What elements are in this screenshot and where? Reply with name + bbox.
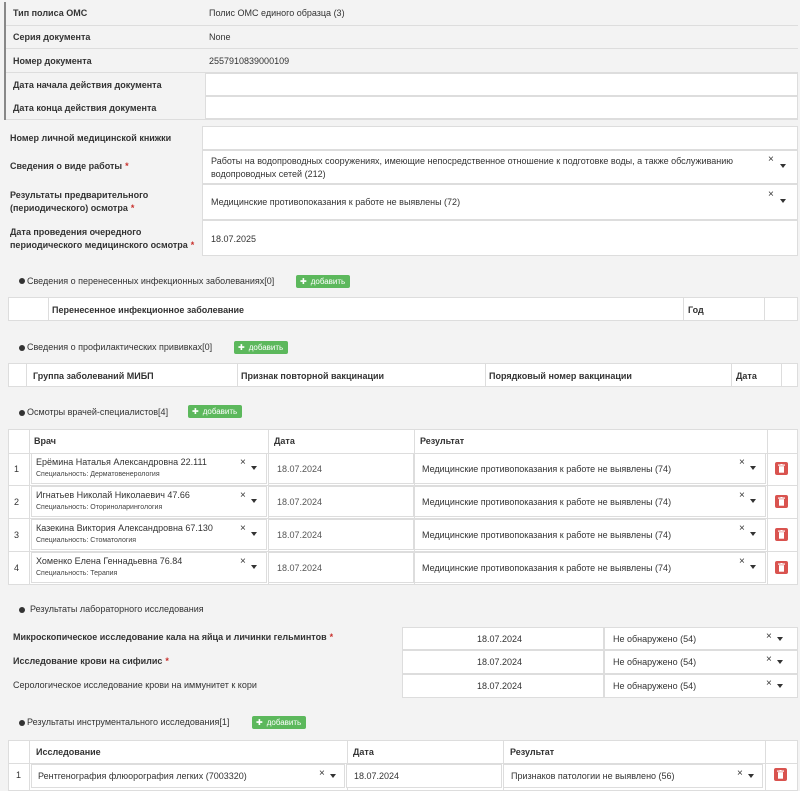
doctor-result-select[interactable]: Медицинские противопоказания к работе не выявлены (74) × [414, 486, 766, 517]
col-doctor-result: Результат [420, 436, 465, 446]
doc-start-input[interactable] [205, 73, 798, 96]
plus-icon: ✚ [238, 343, 245, 352]
clear-icon[interactable]: × [768, 189, 774, 200]
delete-button[interactable] [775, 495, 788, 508]
col-vaccine-order: Порядковый номер вакцинации [489, 371, 632, 381]
lab-test-name: Серологическое исследование крови на иммунитет к кори [13, 680, 257, 690]
exam-result-label: Результаты предварительного (периодического) осмотра * [10, 190, 149, 213]
lab-date-input[interactable]: 18.07.2024 [402, 627, 604, 650]
work-type-value: Работы на водопроводных сооружениях, имеющие непосредственное отношение к подготовке воды, а также обслуживанию водопроводных сетей (212) [211, 156, 733, 179]
chevron-down-icon[interactable] [330, 774, 336, 778]
instrumental-title: Результаты инструментального исследования[1] [27, 717, 230, 727]
exam-result-value: Медицинские противопоказания к работе не выявлены (72) [211, 197, 461, 207]
row-number: 4 [14, 563, 20, 573]
row-number: 1 [14, 464, 20, 474]
toggle-icon[interactable] [19, 720, 25, 726]
clear-icon[interactable]: × [766, 678, 772, 689]
doc-end-input[interactable] [205, 96, 798, 119]
add-doctor-exam-button[interactable]: ✚ добавить [188, 405, 242, 418]
doctor-specialty: Специальность: Оториноларингология [36, 504, 163, 511]
add-infection-button[interactable]: ✚ добавить [296, 275, 350, 288]
trash-icon [778, 497, 785, 506]
doctor-specialty: Специальность: Терапия [36, 570, 118, 577]
doctor-result-select[interactable]: Медицинские противопоказания к работе не выявлены (74) × [414, 519, 766, 550]
col-vaccine-group: Группа заболеваний МИБП [33, 371, 154, 381]
chevron-down-icon[interactable] [750, 499, 756, 503]
doctor-select[interactable] [31, 486, 267, 517]
lab-result-select[interactable]: Не обнаружено (54) × [604, 650, 798, 674]
clear-icon[interactable]: × [240, 556, 246, 567]
col-study: Исследование [36, 747, 101, 757]
trash-icon [778, 563, 785, 572]
policy-type-label: Тип полиса ОМС [13, 8, 88, 18]
col-vaccine-date: Дата [736, 371, 757, 381]
work-type-label: Сведения о виде работы * [10, 161, 129, 171]
toggle-icon[interactable] [19, 410, 25, 416]
delete-button[interactable] [775, 462, 788, 475]
next-exam-date-value: 18.07.2025 [211, 234, 257, 244]
col-study-result: Результат [510, 747, 555, 757]
row-number: 3 [14, 530, 20, 540]
doctor-date-input[interactable]: 18.07.2024 [268, 519, 414, 550]
chevron-down-icon[interactable] [251, 532, 257, 536]
infections-title: Сведения о перенесенных инфекционных заболеваниях[0] [27, 276, 275, 286]
doctor-result-select[interactable]: Медицинские противопоказания к работе не выявлены (74) × [414, 552, 766, 583]
lab-result-select[interactable]: Не обнаружено (54) × [604, 674, 798, 698]
medbook-number-input[interactable] [202, 126, 798, 150]
chevron-down-icon[interactable] [750, 532, 756, 536]
doctor-name: Игнатьев Николай Николаевич 47.66 [36, 490, 190, 500]
doc-number-value: 2557910839000109 [209, 56, 290, 66]
clear-icon[interactable]: × [240, 457, 246, 468]
chevron-down-icon[interactable] [251, 466, 257, 470]
lab-title: Результаты лабораторного исследования [30, 604, 204, 614]
clear-icon[interactable]: × [766, 654, 772, 665]
vaccinations-title: Сведения о профилактических прививках[0] [27, 342, 213, 352]
study-select[interactable]: Рентгенография флюорография легких (7003320) × [31, 764, 345, 788]
chevron-down-icon[interactable] [777, 660, 783, 664]
plus-icon: ✚ [192, 407, 199, 416]
doctor-name: Ерёмина Наталья Александровна 22.111 [36, 457, 207, 467]
clear-icon[interactable]: × [240, 523, 246, 534]
doctor-name: Хоменко Елена Геннадьевна 76.84 [36, 556, 183, 566]
study-date-input[interactable]: 18.07.2024 [346, 764, 502, 788]
delete-button[interactable] [775, 528, 788, 541]
add-vaccination-button[interactable]: ✚ добавить [234, 341, 288, 354]
doctor-select[interactable] [31, 552, 267, 583]
vaccinations-table-header [8, 363, 798, 387]
plus-icon: ✚ [300, 277, 307, 286]
doctor-select[interactable] [31, 519, 267, 550]
clear-icon[interactable]: × [739, 457, 745, 468]
doctor-date-input[interactable]: 18.07.2024 [268, 453, 414, 484]
delete-button[interactable] [775, 561, 788, 574]
policy-type-value: Полис ОМС единого образца (3) [209, 8, 345, 18]
chevron-down-icon[interactable] [251, 499, 257, 503]
next-exam-date-input[interactable] [202, 220, 798, 256]
chevron-down-icon[interactable] [750, 466, 756, 470]
plus-icon: ✚ [256, 718, 263, 727]
lab-test-name: Исследование крови на сифилис * [13, 656, 169, 666]
chevron-down-icon[interactable] [750, 565, 756, 569]
col-infection-disease: Перенесенное инфекционное заболевание [52, 305, 245, 315]
doctor-date-input[interactable]: 18.07.2024 [268, 486, 414, 517]
doc-start-label: Дата начала действия документа [13, 80, 162, 90]
clear-icon[interactable]: × [739, 556, 745, 567]
doctor-specialty: Специальность: Стоматология [36, 537, 137, 544]
work-type-select[interactable] [202, 150, 798, 184]
medbook-number-label: Номер личной медицинской книжки [10, 133, 172, 143]
trash-icon [777, 770, 784, 779]
doctor-date-input[interactable]: 18.07.2024 [268, 552, 414, 583]
doc-series-value: None [209, 32, 231, 42]
chevron-down-icon[interactable] [780, 199, 786, 203]
trash-icon [778, 464, 785, 473]
lab-test-name: Микроскопическое исследование кала на яйца и личинки гельминтов * [13, 632, 334, 642]
chevron-down-icon[interactable] [251, 565, 257, 569]
clear-icon[interactable]: × [739, 523, 745, 534]
chevron-down-icon[interactable] [748, 774, 754, 778]
col-study-date: Дата [353, 747, 374, 757]
add-instrumental-button[interactable]: ✚ добавить [252, 716, 306, 729]
lab-result-select[interactable]: Не обнаружено (54) × [604, 627, 798, 650]
row-number: 2 [14, 497, 20, 507]
lab-date-input[interactable]: 18.07.2024 [402, 650, 604, 674]
doc-number-label: Номер документа [13, 56, 92, 66]
doc-end-label: Дата конца действия документа [13, 103, 157, 113]
clear-icon[interactable]: × [739, 490, 745, 501]
clear-icon[interactable]: × [737, 768, 743, 779]
col-vaccine-revac: Признак повторной вакцинации [241, 371, 385, 381]
exam-result-select[interactable] [202, 184, 798, 220]
doctor-specialty: Специальность: Дерматовенерология [36, 471, 160, 478]
chevron-down-icon[interactable] [777, 637, 783, 641]
chevron-down-icon[interactable] [780, 164, 786, 168]
col-infection-year: Год [688, 305, 704, 315]
clear-icon[interactable]: × [240, 490, 246, 501]
doctor-select[interactable] [31, 453, 267, 484]
chevron-down-icon[interactable] [777, 684, 783, 688]
clear-icon[interactable]: × [766, 631, 772, 642]
next-exam-date-label: Дата проведения очередного периодического медицинского осмотра * [10, 227, 195, 250]
col-doctor-date: Дата [274, 436, 295, 446]
clear-icon[interactable]: × [319, 768, 325, 779]
clear-icon[interactable]: × [768, 154, 774, 165]
doc-series-label: Серия документа [13, 32, 91, 42]
lab-date-input[interactable]: 18.07.2024 [402, 674, 604, 698]
trash-icon [778, 530, 785, 539]
toggle-icon[interactable] [19, 278, 25, 284]
delete-button[interactable] [774, 768, 787, 781]
col-doctor: Врач [34, 436, 57, 446]
toggle-icon[interactable] [19, 345, 25, 351]
doctors-title: Осмотры врачей-специалистов[4] [27, 407, 169, 417]
doctor-result-select[interactable]: Медицинские противопоказания к работе не выявлены (74) × [414, 453, 766, 484]
study-result-select[interactable]: Признаков патологии не выявлено (56) × [503, 764, 763, 788]
row-number: 1 [16, 770, 22, 780]
doctor-name: Казекина Виктория Александровна 67.130 [36, 523, 213, 533]
infections-table-header [8, 297, 798, 321]
toggle-icon[interactable] [19, 607, 25, 613]
